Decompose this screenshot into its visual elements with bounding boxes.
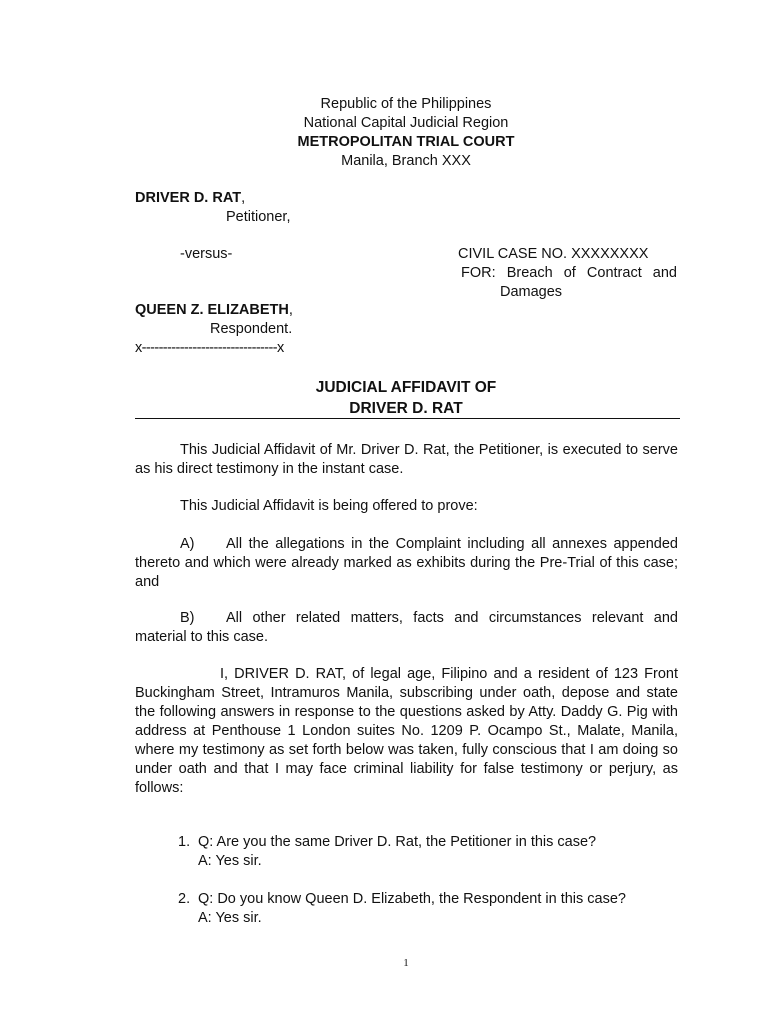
item-b-label: B) (180, 610, 195, 626)
respondent-role: Respondent. (210, 321, 293, 337)
petitioner-name: DRIVER D. RAT (135, 190, 242, 206)
case-number: CIVIL CASE NO. XXXXXXXX (458, 246, 649, 262)
qa-answer: A: Yes sir. (198, 853, 262, 869)
qa-answer: A: Yes sir. (198, 910, 262, 926)
case-nature-line2: Damages (500, 284, 563, 300)
header-court: METROPOLITAN TRIAL COURT (297, 134, 515, 150)
versus-label: -versus- (180, 246, 233, 262)
case-nature-line1: FOR: Breach of Contract and (461, 265, 677, 281)
petitioner-line (135, 189, 245, 208)
header-republic: Republic of the Philippines (320, 96, 492, 112)
petitioner-role: Petitioner, (226, 209, 291, 225)
respondent-comma: , (288, 302, 293, 318)
petitioner-comma: , (241, 190, 246, 206)
document-title (0, 377, 768, 419)
purpose-paragraph: This Judicial Affidavit is being offered to prove: (180, 498, 478, 514)
qa-question: Q: Are you the same Driver D. Rat, the Petitioner in this case? (198, 834, 597, 850)
qa-number: 1. (178, 834, 191, 850)
title-underline (135, 418, 680, 419)
page-number: 1 (403, 957, 409, 969)
title-line2: DRIVER D. RAT (349, 400, 463, 417)
oath-paragraph: I, DRIVER D. RAT, of legal age, Filipino and a resident of 123 Front Buckingham Street, Intramuros Manila, subscribing under oath, depose and state the following answers in response to the questions asked by Atty. Daddy G. Pig with address at Penthouse 1 London suites No. 1209 P. Ocampo St., Malate, Manila, where my testimony as set forth below was taken, fully conscious that I am doing so under oath and that I may face criminal liability for false testimony or perjury, as follows: (135, 666, 678, 796)
header-region: National Capital Judicial Region (303, 115, 509, 131)
court-header (0, 95, 768, 171)
respondent-line (135, 301, 293, 320)
item-a-label: A) (180, 536, 195, 552)
item-b-text: All other related matters, facts and circumstances relevant and material to this case. (135, 610, 678, 645)
respondent-name: QUEEN Z. ELIZABETH (135, 302, 289, 318)
header-branch: Manila, Branch XXX (341, 153, 471, 169)
qa-question: Q: Do you know Queen D. Elizabeth, the Respondent in this case? (198, 891, 626, 907)
intro-paragraph: This Judicial Affidavit of Mr. Driver D. Rat, the Petitioner, is executed to serve as his direct testimony in the instant case. (135, 442, 678, 477)
qa-number: 2. (178, 891, 191, 907)
item-b (135, 609, 678, 647)
item-a (135, 535, 678, 592)
caption-separator: x--------------------------------x (135, 340, 284, 356)
title-line1: JUDICIAL AFFIDAVIT OF (315, 379, 497, 396)
item-a-text: All the allegations in the Complaint including all annexes appended thereto and which were already marked as exhibits during the Pre-Trial of this case; and (135, 536, 678, 590)
